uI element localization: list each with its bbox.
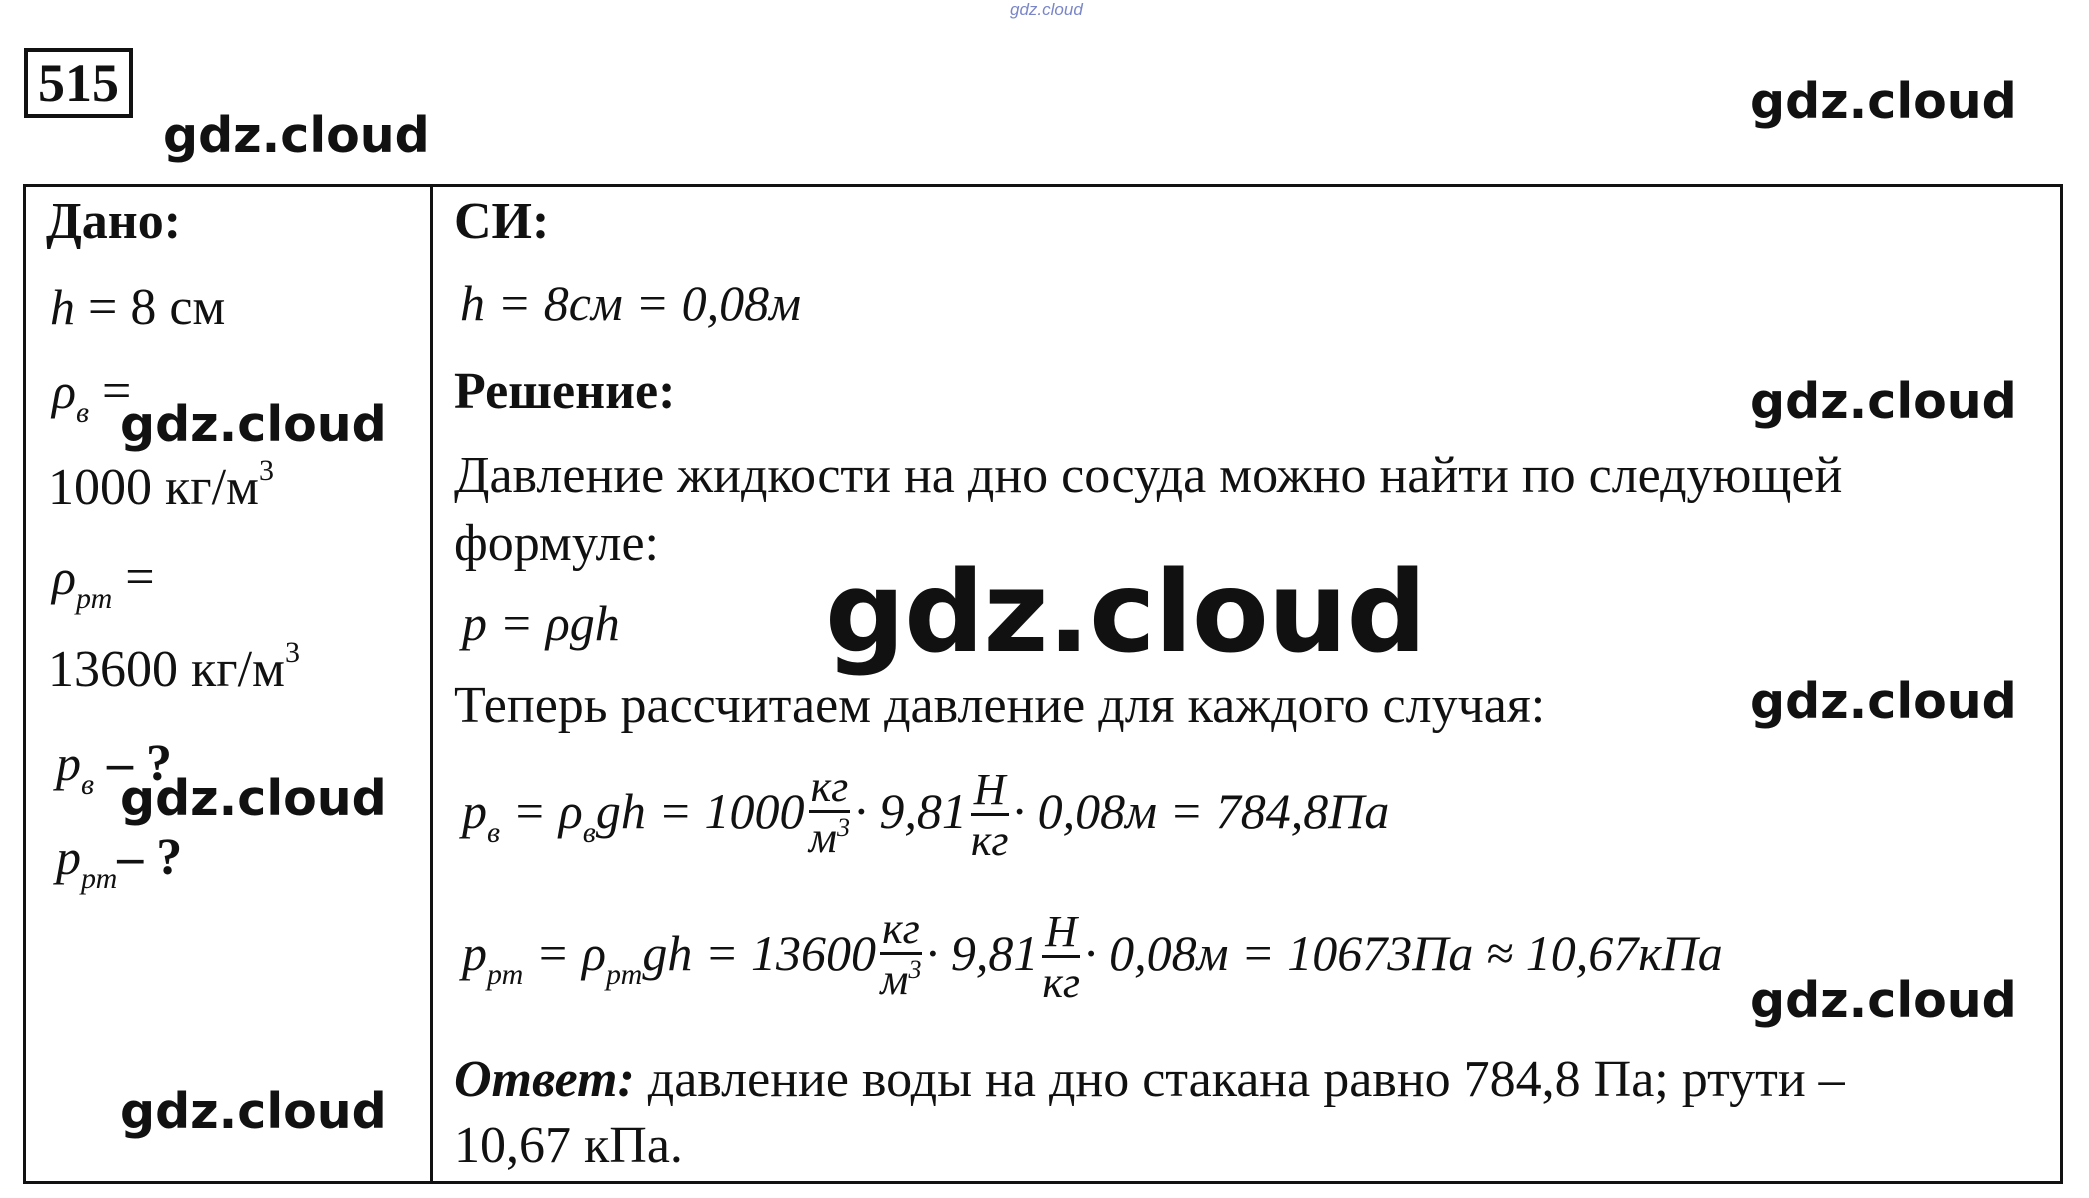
eq1-fraction-kg-m3 bbox=[809, 764, 851, 869]
eq1-f2-den: кг bbox=[970, 816, 1009, 865]
h-value: = 8 см bbox=[75, 279, 226, 336]
eq2-f2-den: кг bbox=[1042, 958, 1081, 1007]
pm-var: p bbox=[56, 829, 81, 885]
pm-sub: рт bbox=[81, 862, 118, 895]
eq2-mid3: · 9,81 bbox=[925, 924, 1039, 981]
eq1-mid1: = ρ bbox=[500, 782, 583, 839]
answer-label: Ответ: bbox=[454, 1051, 635, 1108]
pw-sub: в bbox=[81, 768, 95, 801]
eq1-f1-exp: 3 bbox=[836, 813, 850, 842]
eq1-fraction-n-kg bbox=[971, 767, 1009, 866]
column-divider bbox=[430, 184, 433, 1184]
eq2-f1-den: м bbox=[880, 955, 909, 1004]
problem-number: 515 bbox=[24, 48, 133, 118]
rho-mercury-val: 13600 кг/м bbox=[48, 641, 285, 698]
eq1-f1-num: кг bbox=[810, 762, 849, 811]
answer-text: давление воды на дно стакана равно 784,8 Па; ртути – bbox=[634, 1051, 1845, 1108]
eq2-tail: · 0,08м = 10673Па ≈ 10,67кПа bbox=[1084, 924, 1723, 981]
watermark-left-2: gdz.cloud bbox=[120, 770, 387, 827]
eq2-f1-num: кг bbox=[882, 904, 920, 953]
eq1-f2-num: Н bbox=[971, 767, 1009, 816]
solution-text-line2: формуле: bbox=[454, 515, 660, 572]
eq2-f1-exp: 3 bbox=[908, 955, 922, 984]
dano-h bbox=[50, 278, 225, 337]
rho-mercury-sub: рт bbox=[76, 582, 113, 615]
equation-water bbox=[462, 764, 1389, 869]
eq1-lhs: p bbox=[462, 782, 487, 839]
rho-water-eq: = bbox=[89, 363, 132, 420]
watermark-left-3: gdz.cloud bbox=[120, 1083, 387, 1140]
eq1-f1-den: м bbox=[808, 813, 837, 862]
eq1-lhs-sub: в bbox=[487, 815, 501, 849]
watermark-left-1: gdz.cloud bbox=[120, 396, 387, 453]
si-conversion: h = 8см = 0,08м bbox=[460, 275, 801, 331]
eq2-lhs: p bbox=[462, 924, 487, 981]
rho-water-var: ρ bbox=[52, 363, 76, 419]
eq1-tail: · 0,08м = 784,8Па bbox=[1012, 782, 1390, 839]
watermark-top-right: gdz.cloud bbox=[1750, 73, 2017, 130]
watermark-center: gdz.cloud bbox=[825, 548, 1426, 678]
rho-mercury-exp: 3 bbox=[284, 636, 300, 669]
formula: p = ρgh bbox=[462, 595, 620, 651]
eq2-f2-num: Н bbox=[1042, 909, 1080, 958]
dano-header: Дано: bbox=[46, 193, 182, 250]
rho-mercury-var: ρ bbox=[52, 549, 76, 605]
dano-rho-mercury-value bbox=[48, 636, 300, 699]
eq2-fraction-kg-m3 bbox=[880, 906, 922, 1011]
rho-water-val: 1000 кг/м bbox=[48, 459, 259, 516]
eq2-mid1-sub: рт bbox=[606, 957, 643, 991]
eq1-mid3: · 9,81 bbox=[854, 782, 967, 839]
eq2-lhs-sub: рт bbox=[487, 957, 524, 991]
eq2-fraction-n-kg bbox=[1042, 909, 1080, 1008]
pw-var: p bbox=[56, 735, 81, 791]
top-watermark: gdz.cloud bbox=[1010, 0, 1083, 19]
eq2-mid2: gh = 13600 bbox=[642, 924, 877, 981]
watermark-right-1: gdz.cloud bbox=[1750, 373, 2017, 430]
watermark-right-3: gdz.cloud bbox=[1750, 972, 2017, 1029]
equation-mercury bbox=[462, 906, 1723, 1011]
h-var: h bbox=[50, 279, 75, 335]
dano-unknown-pm bbox=[56, 828, 183, 895]
rho-mercury-eq: = bbox=[112, 549, 155, 606]
eq1-mid1-sub: в bbox=[582, 815, 596, 849]
solution-text-line1: Давление жидкости на дно сосуда можно найти по следующей bbox=[454, 447, 1843, 504]
answer-line1 bbox=[454, 1050, 1845, 1109]
rho-water-sub: в bbox=[76, 396, 90, 429]
solution-text-2: Теперь рассчитаем давление для каждого случая: bbox=[454, 677, 1546, 734]
solution-header: Решение: bbox=[454, 363, 676, 420]
si-header: СИ: bbox=[454, 193, 550, 250]
rho-water-exp: 3 bbox=[258, 454, 274, 487]
eq1-mid2: gh = 1000 bbox=[595, 782, 805, 839]
dano-rho-water-value bbox=[48, 454, 274, 517]
dano-rho-mercury bbox=[52, 548, 155, 615]
watermark-top-left: gdz.cloud bbox=[163, 107, 430, 164]
answer-line2: 10,67 кПа. bbox=[454, 1117, 683, 1174]
watermark-right-2: gdz.cloud bbox=[1750, 673, 2017, 730]
eq2-mid1: = ρ bbox=[523, 924, 607, 981]
pw-question: – ? bbox=[94, 735, 173, 792]
pm-question: – ? bbox=[117, 829, 183, 886]
